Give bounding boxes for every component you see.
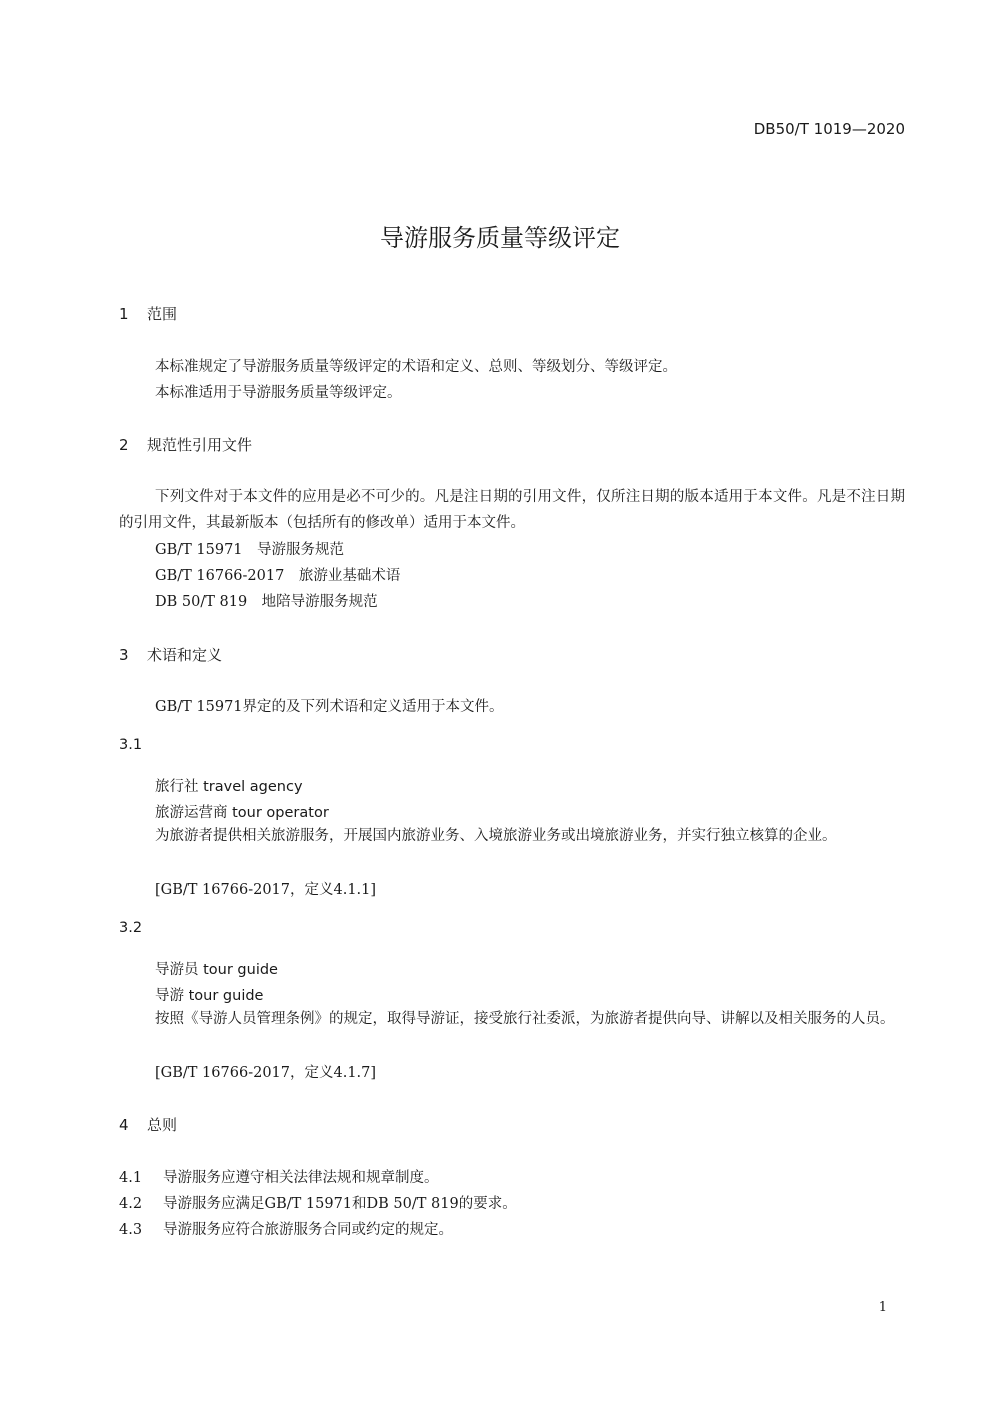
section-number: 1: [119, 305, 129, 323]
section-title: 术语和定义: [147, 646, 223, 664]
section-number: 3: [119, 646, 129, 664]
section-heading-general: [119, 1114, 177, 1135]
page-number: 1: [878, 1300, 887, 1315]
clause-text: 导游服务应遵守相关法律法规和规章制度。: [163, 1170, 439, 1186]
section-heading-terms: [119, 644, 222, 665]
term-definition: 按照《导游人员管理条例》的规定，取得导游证，接受旅行社委派，为旅游者提供向导、讲解以及相关服务的人员。: [155, 1011, 895, 1027]
term-definition: 为旅游者提供相关旅游服务，开展国内旅游业务、入境旅游业务或出境旅游业务，并实行独立核算的企业。: [155, 828, 837, 844]
clause-text: 导游服务应符合旅游服务合同或约定的规定。: [163, 1222, 453, 1238]
paragraph: GB/T 15971界定的及下列术语和定义适用于本文件。: [155, 699, 504, 715]
clause: [119, 1218, 453, 1239]
clause-number: 4.2: [119, 1196, 143, 1212]
term-entry: 旅游运营商 tour operator: [155, 805, 329, 821]
section-number: 2: [119, 436, 129, 454]
reference-item: GB/T 16766-2017 旅游业基础术语: [155, 568, 401, 584]
clause-text: 导游服务应满足GB/T 15971和DB 50/T 819的要求。: [163, 1196, 517, 1212]
term-entry: 导游员 tour guide: [155, 962, 278, 978]
section-number: 4: [119, 1116, 129, 1134]
clause-number: 4.1: [119, 1170, 143, 1186]
term-number: 3.2: [119, 920, 143, 936]
clause-number: 4.3: [119, 1222, 143, 1238]
clause: [119, 1166, 439, 1187]
term-number: 3.1: [119, 737, 143, 753]
reference-item: GB/T 15971 导游服务规范: [155, 542, 345, 558]
paragraph: 本标准规定了导游服务质量等级评定的术语和定义、总则、等级划分、等级评定。: [155, 359, 677, 375]
document-code: DB50/T 1019—2020: [753, 120, 905, 138]
paragraph: 本标准适用于导游服务质量等级评定。: [155, 385, 402, 401]
paragraph: 下列文件对于本文件的应用是必不可少的。凡是注日期的引用文件，仅所注日期的版本适用于本文件。凡是不注日期的引用文件，其最新版本（包括所有的修改单）适用于本文件。: [119, 489, 905, 531]
section-heading-scope: [119, 303, 177, 324]
section-title: 规范性引用文件: [147, 436, 253, 454]
section-heading-normative-references: [119, 434, 252, 455]
document-title: 导游服务质量等级评定: [380, 224, 620, 252]
term-source: [GB/T 16766-2017，定义4.1.1]: [155, 882, 377, 898]
term-source: [GB/T 16766-2017，定义4.1.7]: [155, 1065, 377, 1081]
reference-item: DB 50/T 819 地陪导游服务规范: [155, 594, 378, 610]
term-entry: 导游 tour guide: [155, 988, 264, 1004]
term-entry: 旅行社 travel agency: [155, 779, 303, 795]
section-title: 总则: [147, 1116, 178, 1134]
section-title: 范围: [147, 305, 178, 323]
clause: [119, 1192, 517, 1213]
